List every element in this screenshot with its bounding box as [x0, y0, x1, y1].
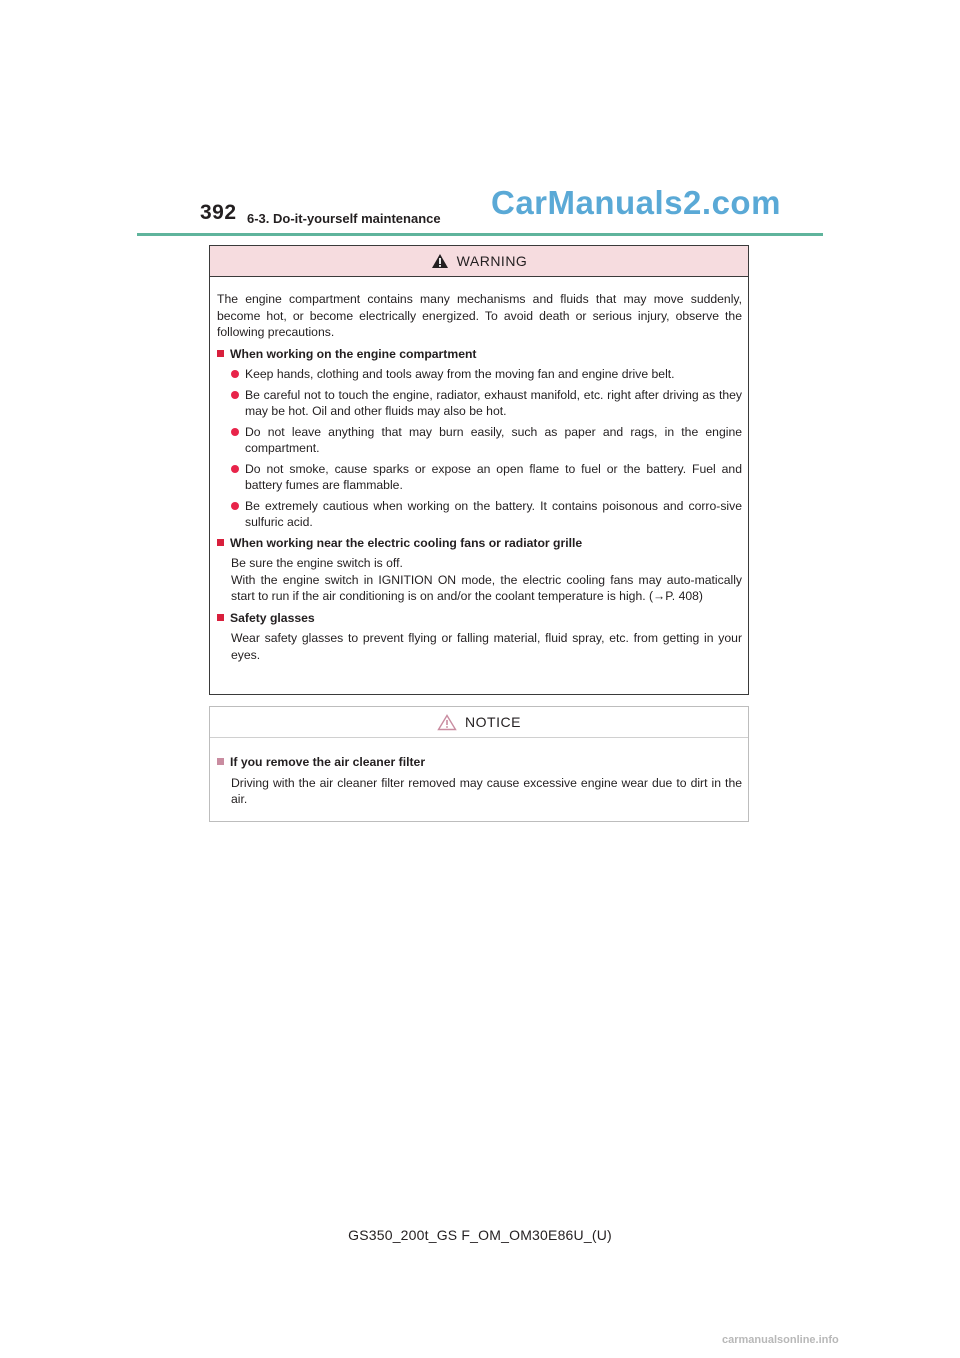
- bullet-dot-icon: [231, 465, 239, 473]
- notice-heading: If you remove the air cleaner filter: [217, 754, 742, 771]
- notice-header: [210, 707, 748, 738]
- list-item: Do not smoke, cause sparks or expose an open flame to fuel or the battery. Fuel and battery fumes are flammable.: [231, 461, 742, 494]
- warning-intro: The engine compartment contains many mechanisms and fluids that may move suddenly, become hot, or become electrically energized. To avoid death or serious injury, observe the following precautions.: [217, 292, 742, 339]
- bullet-dot-icon: [231, 370, 239, 378]
- section-title: 6-3. Do-it-yourself maintenance: [247, 211, 441, 226]
- notice-text: Driving with the air cleaner filter removed may cause excessive engine wear due to dirt in the air.: [231, 775, 742, 806]
- square-bullet-icon: [217, 539, 224, 546]
- list-item: Be careful not to touch the engine, radiator, exhaust manifold, etc. right after driving as they may be hot. Oil and other fluids may also be hot.: [231, 387, 742, 420]
- bullet-dot-icon: [231, 391, 239, 399]
- header-rule: [137, 233, 823, 236]
- section-text: Be sure the engine switch is off.: [231, 556, 403, 570]
- warning-title: WARNING: [456, 253, 528, 269]
- section-heading: Safety glasses: [217, 610, 742, 627]
- section-text: Wear safety glasses to prevent flying or falling material, fluid spray, etc. from getting in your eyes.: [231, 631, 742, 662]
- watermark-logo[interactable]: CarManuals2.com: [491, 184, 781, 221]
- section-heading: When working near the electric cooling fans or radiator grille: [217, 535, 742, 552]
- document-code: GS350_200t_GS F_OM_OM30E86U_(U): [348, 1227, 612, 1243]
- page-number: 392: [200, 201, 237, 224]
- list-item: Do not leave anything that may burn easily, such as paper and rags, in the engine compartment.: [231, 424, 742, 457]
- caution-triangle-icon: [437, 714, 457, 731]
- square-bullet-icon: [217, 614, 224, 621]
- list-item: Be extremely cautious when working on the battery. It contains poisonous and corro-sive sulfuric acid.: [231, 498, 742, 531]
- bullet-dot-icon: [231, 428, 239, 436]
- section-heading: When working on the engine compartment: [217, 346, 742, 363]
- warning-box: [209, 245, 749, 695]
- notice-box: [209, 706, 749, 822]
- notice-title: NOTICE: [465, 714, 521, 730]
- square-bullet-icon: [217, 350, 224, 357]
- bottom-watermark[interactable]: carmanualsonline.info: [722, 1334, 839, 1346]
- section-text[interactable]: With the engine switch in IGNITION ON mode, the electric cooling fans may auto-matically start to run if the air conditioning is on and/or the coolant temperature is high. (→P. 408): [231, 572, 742, 603]
- bullet-dot-icon: [231, 502, 239, 510]
- warning-header: [210, 246, 748, 277]
- list-item: Keep hands, clothing and tools away from the moving fan and engine drive belt.: [231, 366, 742, 383]
- warning-triangle-icon: [431, 253, 449, 269]
- square-bullet-icon: [217, 758, 224, 765]
